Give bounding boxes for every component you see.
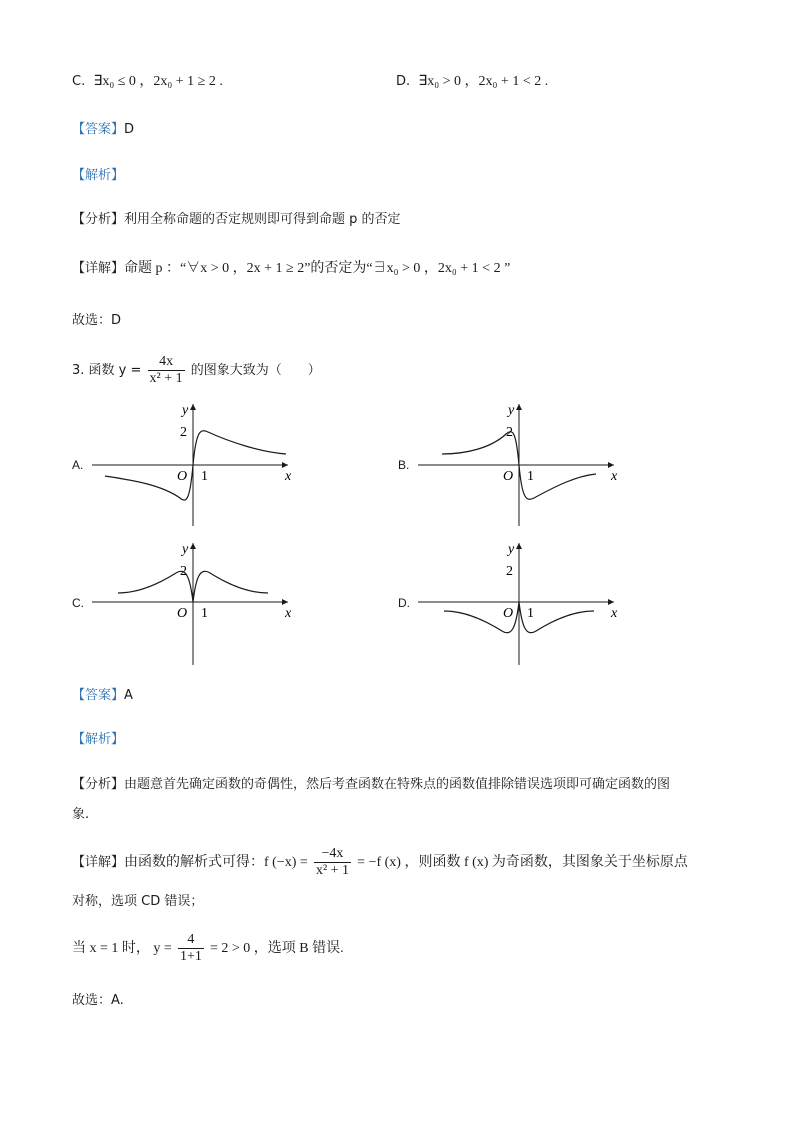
q3-when: 当 x = 1 时， y = $\frac{4}{1+1}$ = 2 > 0 ，选项 B 错误.	[72, 932, 344, 964]
graph-d-x-label: x	[611, 606, 618, 621]
graph-a-tick-2: 2	[180, 425, 187, 440]
option-d: D. ∃x₀ > 0 ，2x₀ + 1 < 2 .	[396, 74, 549, 89]
q3-xiangjie-fraction: $\frac{-4x}{\text{x² + 1}}$	[315, 846, 350, 878]
q2-answer: 【答案】D	[72, 122, 135, 137]
graph-a-y-label: y	[182, 403, 189, 418]
q2-choose: 故选：D	[72, 313, 122, 328]
option-d-math: ∃x₀ > 0 ，2x₀ + 1 < 2 .	[418, 74, 549, 89]
graph-b-origin: O	[503, 469, 514, 484]
graph-c-tick-2: 2	[180, 564, 187, 579]
q2-analysis-heading: 【解析】	[72, 168, 125, 183]
graph-a-x-label: x	[285, 469, 292, 484]
graph-d-tick-2: 2	[506, 564, 513, 579]
graph-d-y-label: y	[508, 542, 515, 557]
graph-b-tick-1: 1	[527, 469, 534, 484]
q3-xiangjie-cont: 对称，选项 CD 错误；	[72, 894, 204, 909]
q3-analysis-heading: 【解析】	[72, 732, 125, 747]
graph-c-tick-1: 1	[201, 606, 208, 621]
graph-d-label: D.	[398, 596, 410, 610]
option-c-math: ∃x₀ ≤ 0 ，2x₀ + 1 ≥ 2 .	[93, 74, 223, 89]
graph-b-label: B.	[398, 458, 410, 472]
q3-choose: 故选：A.	[72, 993, 124, 1008]
q2-fenxi: 【分析】利用全称命题的否定规则即可得到命题 p 的否定	[72, 212, 401, 227]
graph-a-origin: O	[177, 469, 188, 484]
graph-b-tick-2: 2	[506, 425, 513, 440]
graph-a-label: A.	[72, 458, 84, 472]
option-c: C. ∃x₀ ≤ 0 ，2x₀ + 1 ≥ 2 .	[72, 74, 223, 89]
graph-d	[416, 537, 626, 667]
q2-xiangjie: 【详解】命题 p ：“∀x > 0 ，2x + 1 ≥ 2”的否定为“∃x₀ > 0 ，2x₀ + 1 < 2 ”	[72, 261, 511, 276]
graph-d-origin: O	[503, 606, 514, 621]
graph-a	[90, 398, 300, 528]
q3-when-fraction: $\frac{4}{1+1}$	[179, 932, 202, 964]
graph-c-x-label: x	[285, 606, 292, 621]
graph-c-label: C.	[72, 596, 84, 610]
q3-stem: 3. 函数 y = $\frac{4x}{\text{x² + 1}}$ 的图象大致为（ ）	[72, 354, 321, 386]
graph-a-tick-1: 1	[201, 469, 208, 484]
q3-answer: 【答案】A	[72, 688, 133, 703]
graph-c-origin: O	[177, 606, 188, 621]
graph-b	[416, 398, 626, 528]
graph-b-y-label: y	[508, 403, 515, 418]
q3-xiangjie: 【详解】由函数的解析式可得：f (−x) = $\frac{-4x}{\text{x² + 1}}$ = −f (x) ，则函数 f (x) 为奇函数，其图象关于坐标原点	[72, 846, 688, 878]
q3-stem-fraction: $\frac{4x}{\text{x² + 1}}$	[149, 354, 183, 386]
graph-b-x-label: x	[611, 469, 618, 484]
graph-d-tick-1: 1	[527, 606, 534, 621]
q3-fenxi: 【分析】由题意首先确定函数的奇偶性，然后考查函数在特殊点的函数值排除错误选项即可确定函数的图	[72, 777, 671, 792]
graph-c-y-label: y	[182, 542, 189, 557]
graph-c	[90, 537, 300, 667]
q3-fenxi-cont: 象.	[72, 807, 90, 822]
